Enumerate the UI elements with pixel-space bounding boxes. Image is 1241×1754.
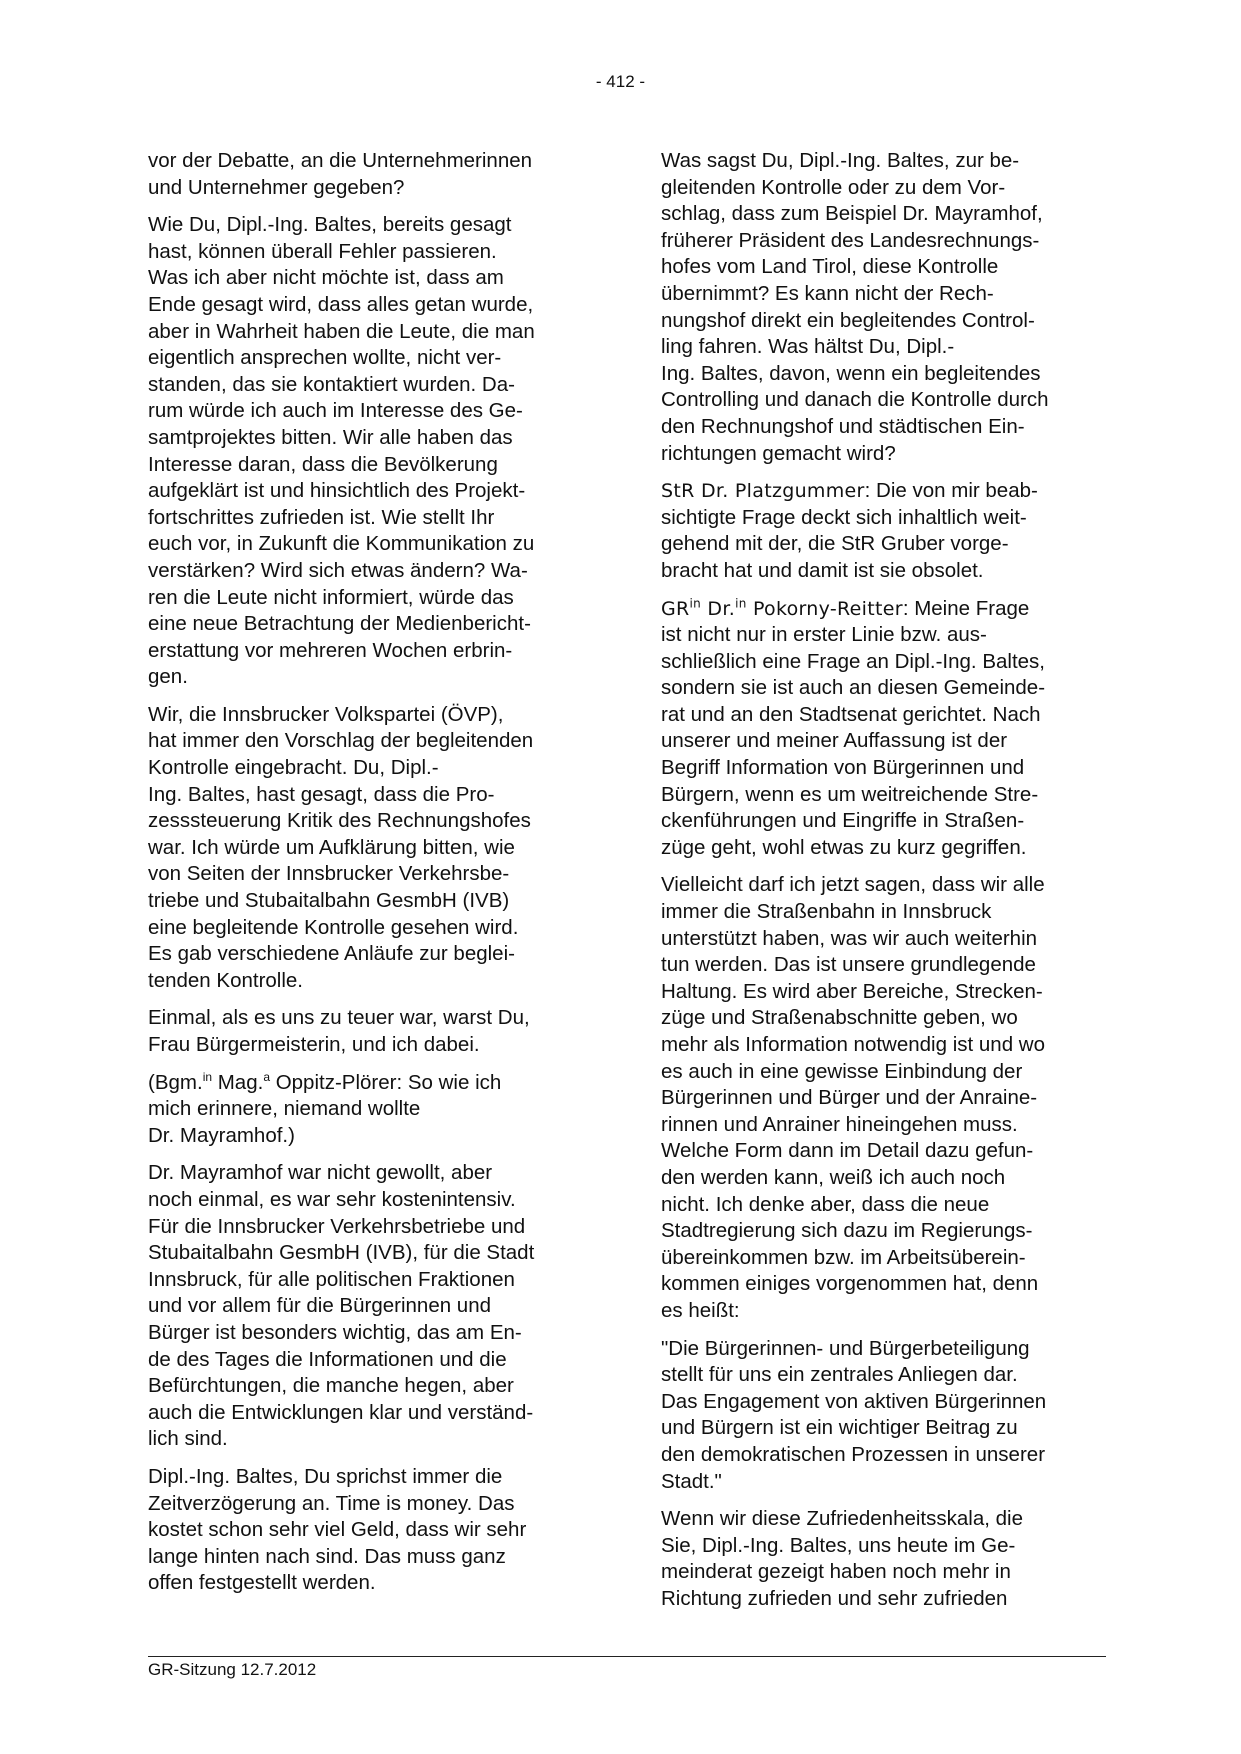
paragraph: Dr. Mayramhof war nicht gewollt, aber noch einmal, es war sehr kostenintensiv. Für die Innsbrucker Verkehrsbetriebe und Stubaitalbahn GesmbH (IVB), für die Stadt Innsbruck, für alle politischen Fraktionen und vor allem für die Bürgerinnen und Bürger ist besonders wichtig, das am En- de des Tages die Informationen und die Befürchtungen, die manche hegen, aber auch die Entwicklungen klar und verständ- lich sind. — [148, 1161, 535, 1451]
speaker-name: StR Dr. Platzgummer — [661, 480, 865, 503]
paragraph: vor der Debatte, an die Unternehmerinnen und Unternehmer gegeben? — [148, 149, 533, 199]
paragraph: Was sagst Du, Dipl.-Ing. Baltes, zur be- gleitenden Kontrolle oder zu dem Vor- schlag, dass zum Beispiel Dr. Mayramhof, früherer Präsident des Landesrechnungs- hofes vom Land Tirol, diese Kontrolle übernimmt? Es kann nicht der Rech- nungshof direkt ein begleitendes Control- ling fahren. Was hältst Du, Dipl.- Ing. Baltes, davon, wenn ein begleitendes Controlling und danach die Kontrolle durch den Rechnungshof und städtischen Ein- richtungen gemacht wird? — [661, 149, 1049, 465]
page-number: - 412 - — [595, 72, 646, 91]
speaker-paragraph — [661, 596, 1106, 862]
text-run: Mag. — [212, 1070, 264, 1094]
interjection-paragraph — [148, 1070, 588, 1150]
text-run: : Meine Frage ist nicht nur in erster Linie bzw. aus- schließlich eine Frage an Dipl.-Ing. Baltes, sondern sie ist auch an diesen Gemeinde- rat und an den Stadtsenat gerichtet. Nach unserer und meiner Auffassung ist der Begriff Information von Bürgerinnen und Bürgern, wenn es um weitreichende Stre- ckenführungen und Eingriffe in Straßen- züge geht, wohl etwas zu kurz gegriffen. — [661, 596, 1046, 859]
text-run: : Die von mir beab- sichtigte Frage deckt sich inhaltlich weit- gehend mit der, die StR Gruber vorge- bracht hat und damit ist sie obsolet. — [661, 479, 1038, 582]
text-run: Oppitz-Plörer: So wie ich mich erinnere, niemand wollte Dr. Mayramhof.) — [148, 1070, 502, 1147]
text-run: Dr. — [701, 597, 736, 620]
right-column — [661, 148, 1106, 1610]
superscript: a — [263, 1069, 270, 1084]
speaker-paragraph — [661, 478, 1106, 584]
superscript: in — [735, 596, 747, 611]
paragraph: Wir, die Innsbrucker Volkspartei (ÖVP), hat immer den Vorschlag der begleitenden Kontrolle eingebracht. Du, Dipl.- Ing. Baltes, hast gesagt, dass die Pro- zesssteuerung Kritik des Rechnungshofes war. Ich würde um Aufklärung bitten, wie von Seiten der Innsbrucker Verkehrsbe- triebe und Stubaitalbahn GesmbH (IVB) eine begleitende Kontrolle gesehen wird. Es gab verschiedene Anläufe zur beglei- tenden Kontrolle. — [148, 702, 534, 992]
footer-text: GR-Sitzung 12.7.2012 — [148, 1660, 317, 1679]
text-run: (Bgm. — [148, 1070, 203, 1094]
superscript: in — [202, 1069, 213, 1084]
footer-divider — [148, 1656, 1106, 1657]
speaker-name — [661, 598, 903, 620]
quote-paragraph: "Die Bürgerinnen- und Bürgerbeteiligung stellt für uns ein zentrales Anliegen dar. Das Engagement von aktiven Bürgerinnen und Bürgern ist ein wichtiger Beitrag zu den demokratischen Prozessen in unserer Stadt." — [661, 1336, 1047, 1493]
text-run: GR — [661, 597, 690, 620]
paragraph: Einmal, als es uns zu teuer war, warst Du, Frau Bürgermeisterin, und ich dabei. — [148, 1006, 530, 1056]
paragraph: Wenn wir diese Zufriedenheitsskala, die Sie, Dipl.-Ing. Baltes, uns heute im Ge- meinderat gezeigt haben noch mehr in Richtung zufrieden und sehr zufrieden — [661, 1507, 1023, 1610]
paragraph: Dipl.-Ing. Baltes, Du sprichst immer die Zeitverzögerung an. Time is money. Das kostet schon sehr viel Geld, dass wir sehr lange hinten nach sind. Das muss ganz offen festgestellt werden. — [148, 1464, 527, 1595]
paragraph: Wie Du, Dipl.-Ing. Baltes, bereits gesagt hast, können überall Fehler passieren. Was ich aber nicht möchte ist, dass am Ende gesagt wird, dass alles getan wurde, aber in Wahrheit haben die Leute, die man eigentlich ansprechen wollte, nicht ver- standen, das sie kontaktiert wurden. Da- rum würde ich auch im Interesse des Ge- samtprojektes bitten. Wir alle haben das Interesse daran, dass die Bevölkerung aufgeklärt ist und hinsichtlich des Projekt- fortschrittes zufrieden ist. Wie stellt Ihr euch vor, in Zukunft die Kommunikation zu verstärken? Wird sich etwas ändern? Wa- ren die Leute nicht informiert, würde das eine neue Betrachtung der Medienbericht- erstattung vor mehreren Wochen erbrin- gen. — [148, 213, 535, 689]
paragraph: Vielleicht darf ich jetzt sagen, dass wir alle immer die Straßenbahn in Innsbruck unterstützt haben, was wir auch weiterhin tun werden. Das ist unsere grundlegende Haltung. Es wird aber Bereiche, Strecken- züge und Straßenabschnitte geben, wo mehr als Information notwendig ist und wo es auch in eine gewisse Einbindung der Bürgerinnen und Bürger und der Anraine- rinnen und Anrainer hineingehen muss. Welche Form dann im Detail dazu gefun- den werden kann, weiß ich auch noch nicht. Ich denke aber, dass die neue Stadtregierung sich dazu im Regierungs- übereinkommen bzw. im Arbeitsüberein- kommen einiges vorgenommen hat, denn es heißt: — [661, 873, 1046, 1322]
text-run: Pokorny-Reitter — [746, 597, 903, 620]
left-column — [148, 148, 588, 1608]
superscript: in — [689, 596, 702, 611]
